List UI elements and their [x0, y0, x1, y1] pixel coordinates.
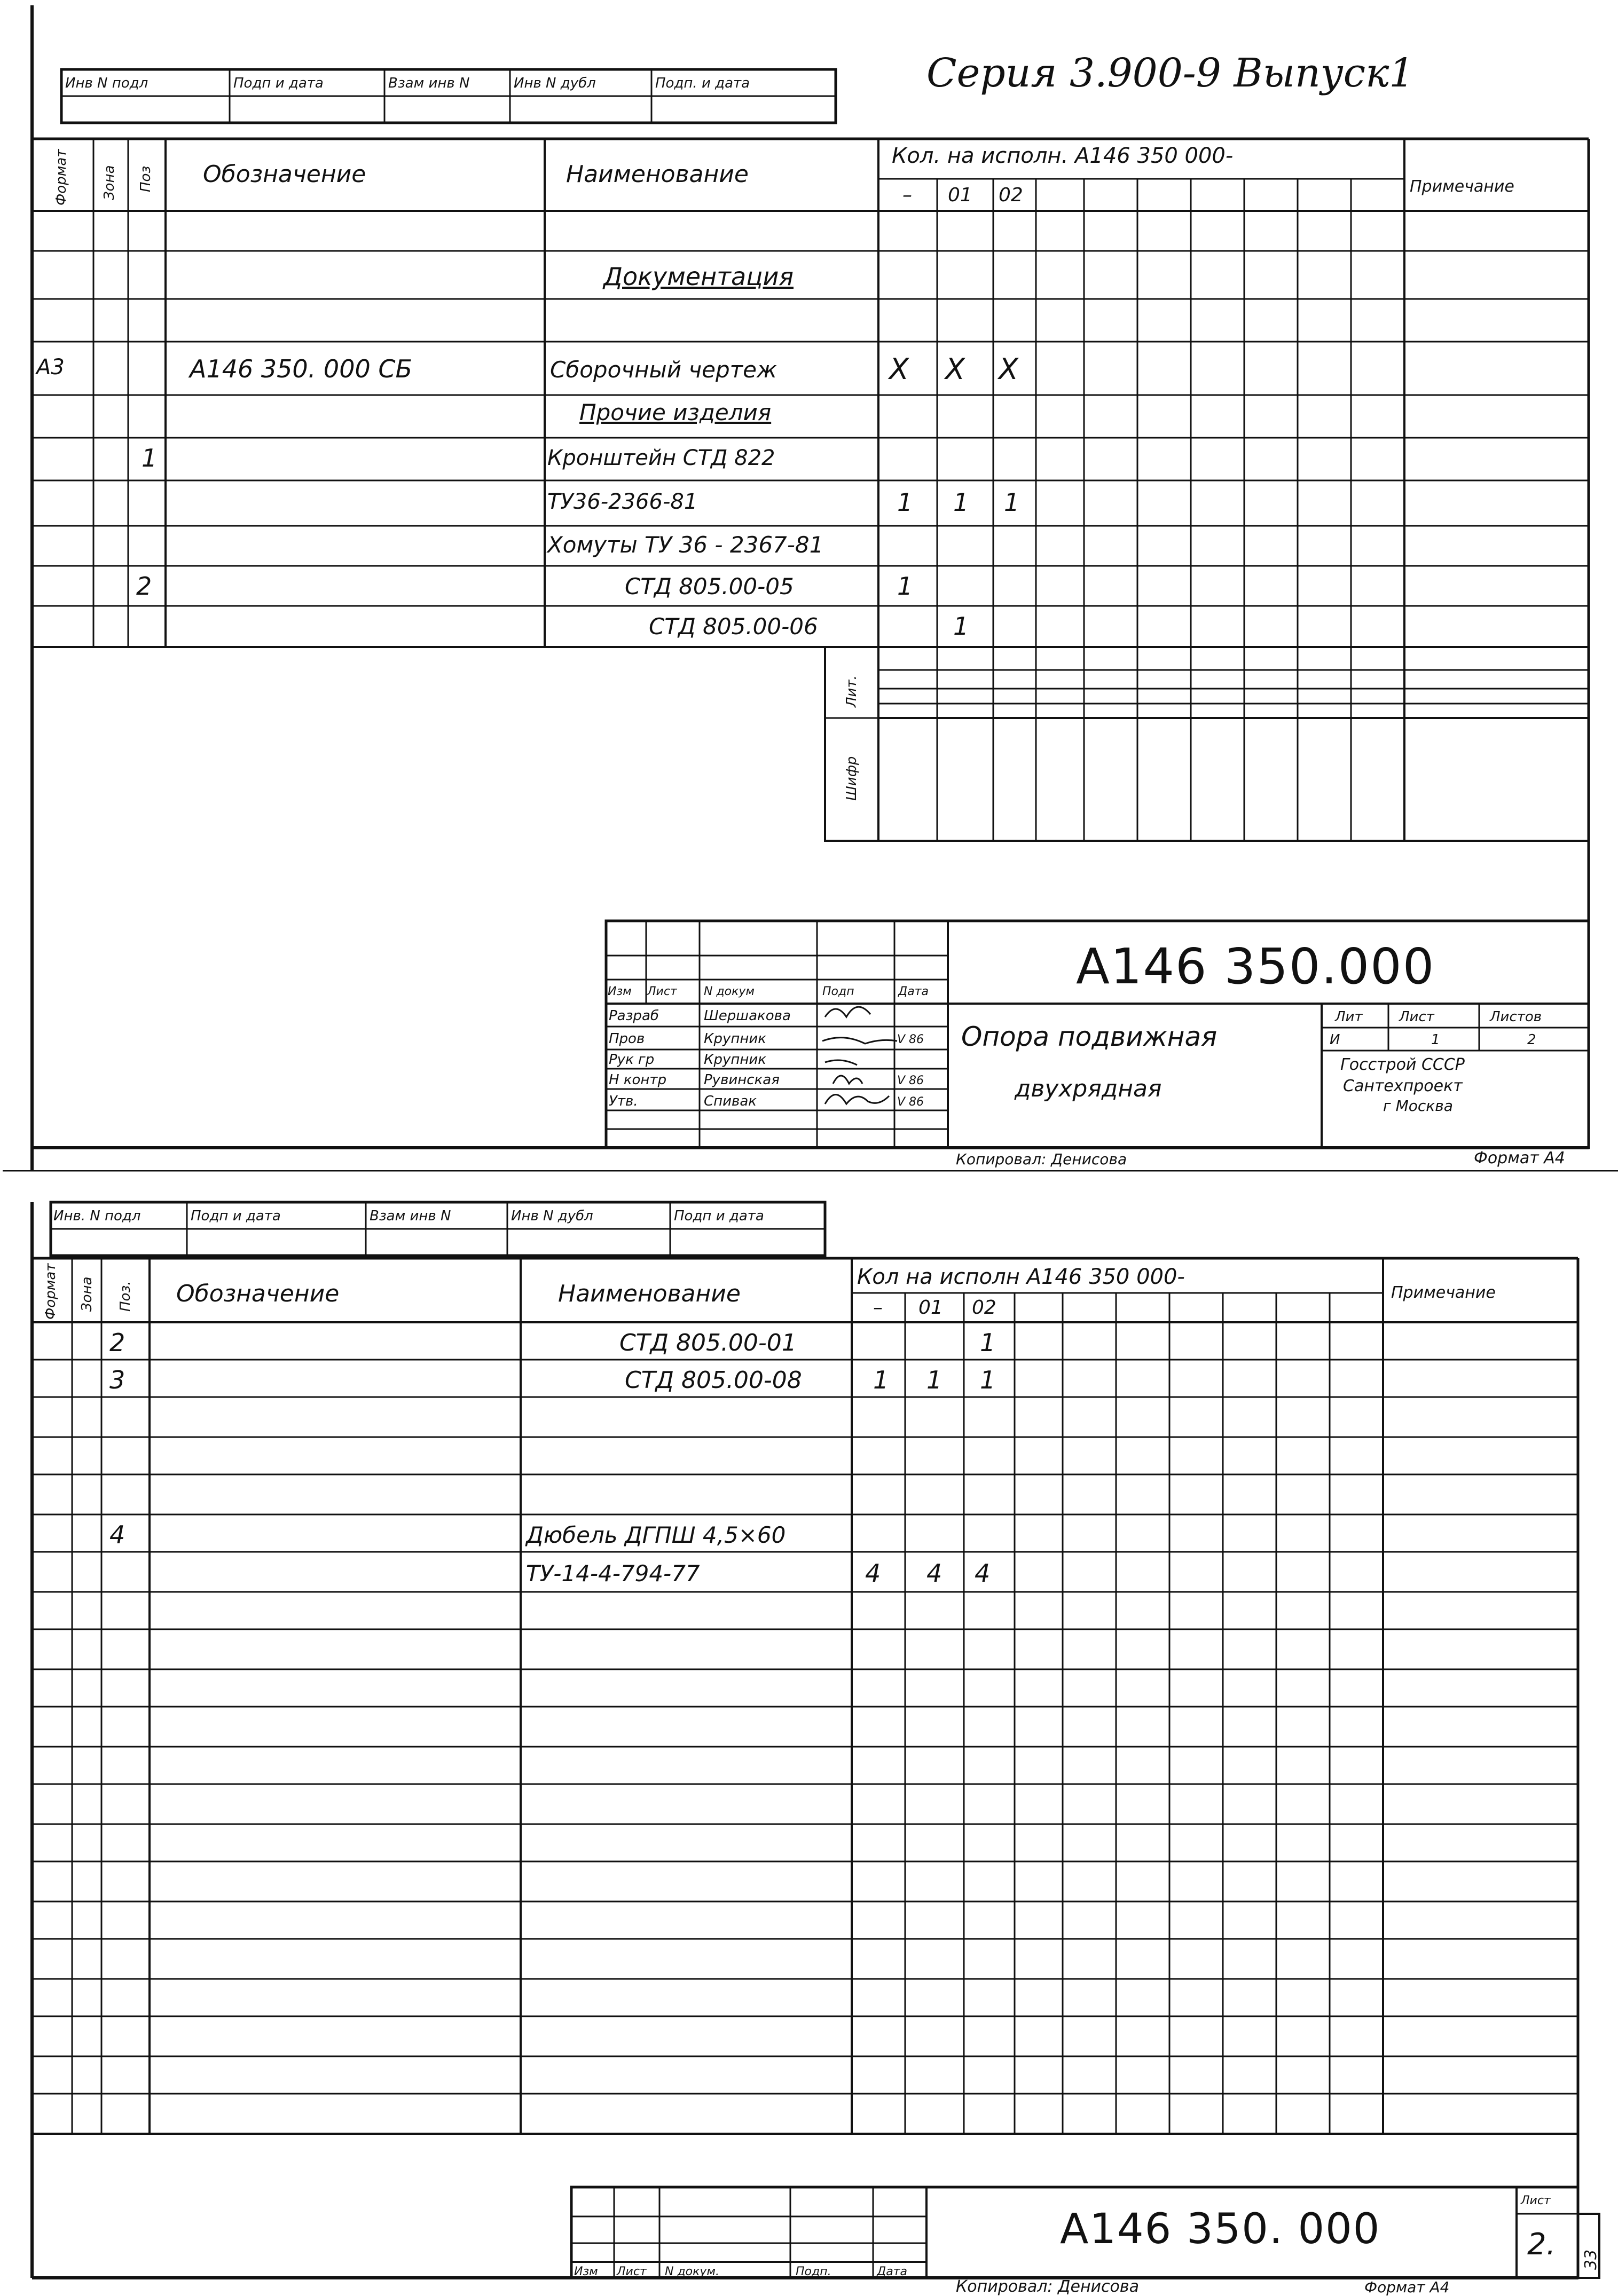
stamp2-podp-data-2: Подп и дата [674, 1208, 764, 1224]
code-label: Шифр [844, 756, 860, 801]
s2-tb-header-izm: Изм [574, 2265, 598, 2278]
col-variant-02: 02 [999, 184, 1023, 206]
tb-lit-label: Лит [1335, 1009, 1363, 1025]
spec-sheet-2 [0, 1170, 1618, 2296]
s2-col-variant-base: – [873, 1297, 883, 1319]
row6-name: СТД 805.00-05 [625, 573, 794, 599]
s2-col-variant-01: 01 [918, 1297, 943, 1319]
row4-qty-01: 1 [953, 488, 969, 517]
s2-col-pos-header: Поз. [117, 1281, 133, 1312]
tb-name-prov: Крупник [704, 1031, 766, 1047]
s2-row1-name: СТД 805.00-01 [619, 1329, 797, 1356]
s2-row4-name: ТУ-14-4-794-77 [526, 1560, 700, 1587]
s2-col-qty-header: Кол на исполн А146 350 000- [857, 1265, 1185, 1289]
row1-name: Сборочный чертеж [550, 357, 777, 383]
col-variant-01: 01 [948, 184, 972, 206]
sheet-2-grid [0, 1170, 1618, 2296]
tb-name-ruk: Крупник [704, 1052, 766, 1068]
tb-role-ruk: Рук гр [609, 1052, 655, 1068]
stamp-podp-data-2: Подп. и дата [655, 75, 750, 91]
row1-qty-base: Х [889, 352, 909, 386]
row3-pos: 1 [142, 444, 158, 472]
s2-tb-header-list: Лист [617, 2265, 647, 2278]
tb-name-razrab: Шершакова [704, 1008, 791, 1024]
tb-date-prov: V 86 [897, 1033, 924, 1046]
row1-designation: А146 350. 000 СБ [190, 354, 413, 383]
stamp-vzam-inv: Взам инв N [388, 75, 470, 91]
tb-sheets-label: Листов [1490, 1009, 1542, 1025]
tb-date-utv: V 86 [897, 1095, 924, 1109]
stamp-podp-data: Подп и дата [233, 75, 324, 91]
s2-row2-pos: 3 [109, 1366, 125, 1394]
s2-row1-pos: 2 [109, 1328, 125, 1357]
s2-tb-header-ndokum: N докум. [665, 2265, 720, 2278]
col-variant-base: – [902, 184, 912, 206]
stamp-inv-podl: Инв N подл [65, 75, 148, 91]
s2-col-designation-header: Обозначение [176, 1280, 340, 1307]
s2-row4-qty-01: 4 [926, 1559, 942, 1588]
tb-sheet-value: 1 [1431, 1032, 1440, 1048]
col-zone-header: Зона [101, 165, 117, 200]
s2-col-note-header: Примечание [1391, 1283, 1496, 1302]
format-label: Формат А4 [1474, 1149, 1565, 1167]
row1-qty-02: Х [999, 352, 1018, 386]
doc-number: А146 350.000 [1076, 938, 1435, 995]
s2-tb-sheet-label: Лист [1521, 2194, 1551, 2207]
col-note-header: Примечание [1410, 177, 1514, 196]
row3-name: Кронштейн СТД 822 [547, 446, 775, 470]
product-name-line1: Опора подвижная [961, 1021, 1218, 1052]
tb-role-utv: Утв. [609, 1093, 638, 1109]
tb-lit-value: И [1330, 1032, 1340, 1048]
row7-qty-01: 1 [953, 612, 969, 641]
stamp2-inv-dubl: Инв N дубл [511, 1208, 593, 1224]
tb-header-ndokum: N докум [704, 985, 755, 998]
org-line1: Госстрой СССР [1340, 1055, 1465, 1074]
row4-name: ТУ36-2366-81 [547, 490, 698, 514]
s2-row1-qty-02: 1 [980, 1328, 996, 1357]
tb-date-nkontr: V 86 [897, 1074, 924, 1087]
tb-header-list: Лист [647, 985, 677, 998]
lit-label: Лит. [844, 675, 860, 707]
s2-row3-name: Дюбель ДГПШ 4,5×60 [526, 1522, 786, 1548]
s2-copied-by: Копировал: Денисова [956, 2277, 1139, 2296]
row4-qty-base: 1 [897, 488, 913, 517]
row4-qty-02: 1 [1004, 488, 1020, 517]
s2-format-label: Формат А4 [1364, 2278, 1450, 2296]
row2-name: Прочие изделия [579, 399, 772, 425]
tb-name-nkontr: Рувинская [704, 1072, 780, 1088]
org-line2: Сантехпроект [1343, 1077, 1463, 1095]
stamp2-inv-podl: Инв. N подл [53, 1208, 141, 1224]
row6-pos: 2 [136, 572, 152, 601]
tb-header-data: Дата [898, 985, 929, 998]
s2-row2-qty-base: 1 [873, 1366, 889, 1394]
tb-name-utv: Спивак [704, 1093, 757, 1109]
row1-format: А3 [36, 355, 65, 380]
s2-row2-name: СТД 805.00-08 [625, 1367, 802, 1394]
row6-qty-base: 1 [897, 572, 913, 601]
tb-sheet-label: Лист [1399, 1009, 1434, 1025]
s2-row4-qty-02: 4 [975, 1559, 991, 1588]
col-qty-header: Кол. на исполн. А146 350 000- [892, 144, 1234, 168]
s2-row2-qty-02: 1 [980, 1366, 996, 1394]
s2-row4-qty-base: 4 [865, 1559, 881, 1588]
page-number: 33 [1582, 2249, 1600, 2270]
org-line3: г Москва [1383, 1097, 1453, 1115]
s2-col-zone-header: Зона [79, 1276, 95, 1312]
s2-col-name-header: Наименование [558, 1280, 741, 1307]
tb-header-izm: Изм [608, 985, 632, 998]
product-name-line2: двухрядная [1015, 1075, 1162, 1102]
s2-col-format-header: Формат [43, 1263, 59, 1320]
col-pos-header: Поз [138, 165, 154, 192]
row5-name: Хомуты ТУ 36 - 2367-81 [547, 532, 824, 558]
row7-name: СТД 805.00-06 [649, 613, 818, 640]
s2-row2-qty-01: 1 [926, 1366, 942, 1394]
section-documentation: Документация [603, 262, 794, 291]
s2-row3-pos: 4 [109, 1520, 125, 1549]
stamp2-vzam-inv: Взам инв N [370, 1208, 451, 1224]
s2-tb-header-data: Дата [877, 2265, 907, 2278]
row1-qty-01: Х [945, 352, 965, 386]
tb-role-nkontr: Н контр [609, 1072, 667, 1088]
series-label: Серия 3.900-9 Выпуск1 [926, 50, 1415, 96]
stamp2-podp-data: Подп и дата [191, 1208, 281, 1224]
tb-sheets-value: 2 [1527, 1032, 1536, 1048]
col-designation-header: Обозначение [203, 161, 366, 188]
col-name-header: Наименование [566, 161, 749, 188]
s2-col-variant-02: 02 [972, 1297, 996, 1319]
s2-doc-number: А146 350. 000 [1060, 2205, 1381, 2253]
stamp-inv-dubl: Инв N дубл [514, 75, 596, 91]
tb-role-prov: Пров [609, 1031, 645, 1047]
tb-header-podp: Подп [822, 985, 854, 998]
tb-role-razrab: Разраб [609, 1008, 659, 1024]
s2-tb-sheet-value: 2. [1527, 2227, 1556, 2262]
copied-by: Копировал: Денисова [956, 1150, 1127, 1168]
col-format-header: Формат [53, 149, 69, 206]
s2-tb-header-podp: Подп. [796, 2265, 831, 2278]
